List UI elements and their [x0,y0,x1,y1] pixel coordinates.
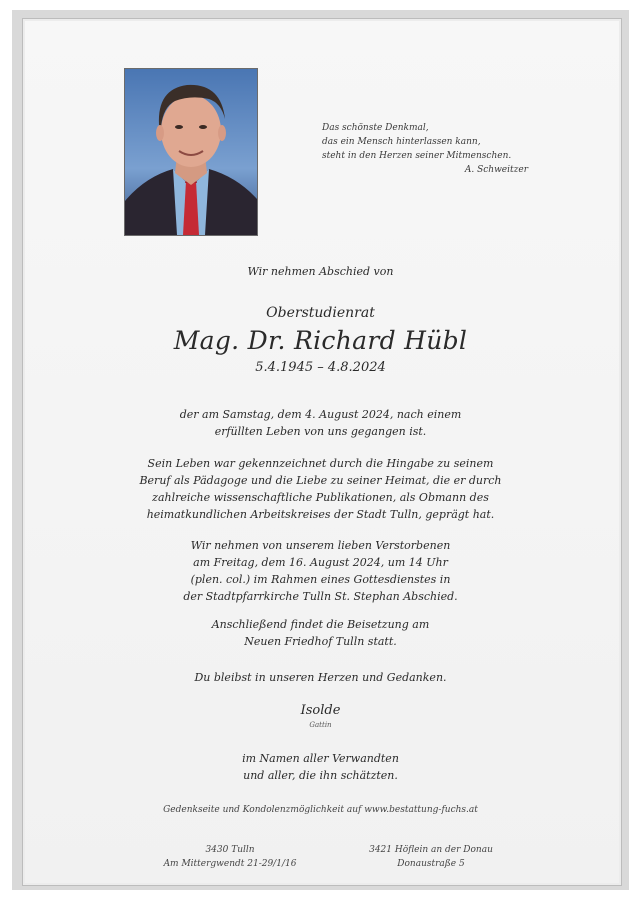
paragraph-service [0,537,641,605]
text-line: der am Samstag, dem 4. August 2024, nach einem [179,408,462,421]
deceased-name: Mag. Dr. Richard Hübl [173,326,468,355]
quote-line: steht in den Herzen seiner Mitmenschen. [322,151,512,161]
text-line: im Namen aller Verwandten [242,752,399,765]
paragraph-remembrance [0,669,641,686]
closing-text [0,750,641,784]
address-hoeflein [331,843,531,871]
portrait-photo [124,68,258,236]
condolence-website-note: Gedenkseite und Kondolenzmöglichkeit auf www.bestattung-fuchs.at [163,805,478,815]
address-tulln [130,843,330,871]
text-line: erfüllten Leben von uns gegangen ist. [214,425,427,438]
portrait-illustration [125,69,257,235]
text-line: der Stadtpfarrkirche Tulln St. Stephan Abschied. [183,590,458,603]
intro-text: Wir nehmen Abschied von [247,265,394,278]
paragraph-death-notice [0,406,641,440]
text-line: Wir nehmen von unserem lieben Verstorbenen [190,539,451,552]
quote-line: Das schönste Denkmal, [322,123,429,133]
life-dates: 5.4.1945 – 4.8.2024 [255,360,386,375]
address-line: Am Mittergwendt 21-29/1/16 [163,859,297,869]
text-line: Beruf als Pädagoge und die Liebe zu seiner Heimat, die er durch [139,474,502,487]
deceased-title: Oberstudienrat [266,305,375,321]
paragraph-burial [0,616,641,650]
address-line: 3421 Höflein an der Donau [369,845,493,855]
memorial-quote [322,121,532,177]
text-line: Neuen Friedhof Tulln statt. [244,635,397,648]
signature-role: Gattin [309,721,332,729]
text-line: am Freitag, dem 16. August 2024, um 14 Uhr [193,556,448,569]
address-line: 3430 Tulln [205,845,255,855]
text-line: zahlreiche wissenschaftliche Publikationen, als Obmann des [152,491,489,504]
text-line: Du bleibst in unseren Herzen und Gedanken. [194,671,447,684]
text-line: (plen. col.) im Rahmen eines Gottesdienstes in [190,573,451,586]
address-line: Donaustraße 5 [397,859,465,869]
text-line: Sein Leben war gekennzeichnet durch die Hingabe zu seinem [147,457,494,470]
text-line: heimatkundlichen Arbeitskreises der Stadt Tulln, geprägt hat. [146,508,495,521]
paragraph-biography [0,455,641,523]
text-line: und aller, die ihn schätzten. [243,769,398,782]
signature-name: Isolde [300,703,341,718]
quote-line: das ein Mensch hinterlassen kann, [322,137,481,147]
text-line: Anschließend findet die Beisetzung am [211,618,430,631]
quote-author: A. Schweitzer [464,165,528,175]
